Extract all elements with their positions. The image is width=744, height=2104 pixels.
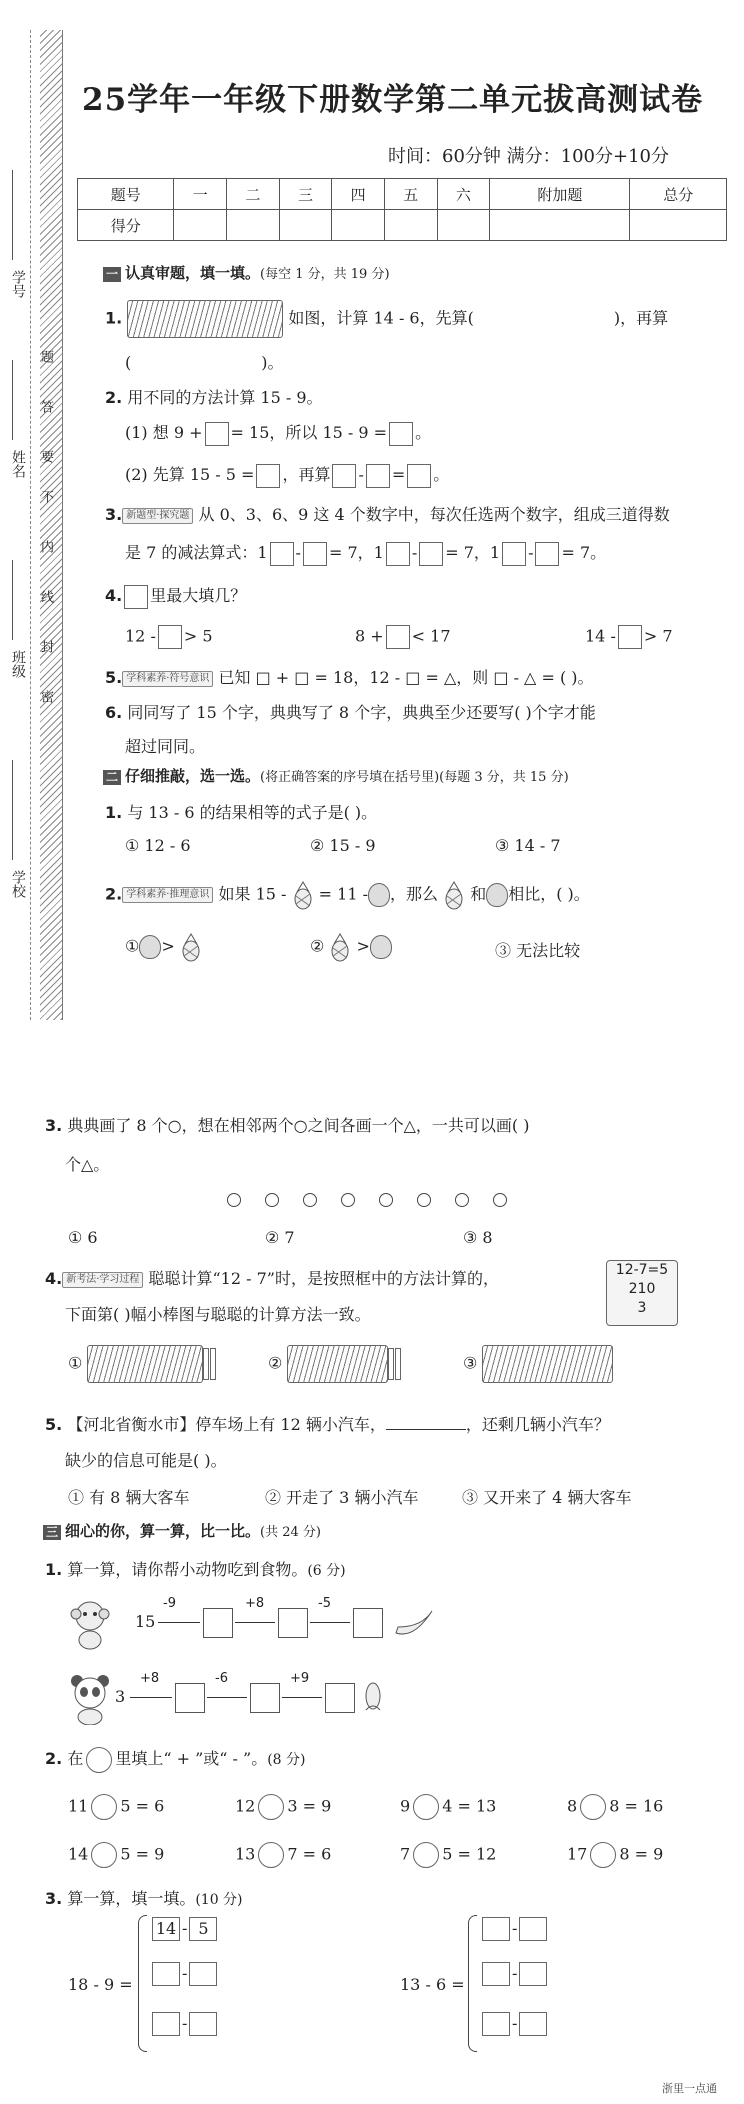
stick — [388, 1348, 394, 1380]
chain-op: +8 — [140, 1671, 160, 1686]
operand: 5 = 9 — [120, 1844, 165, 1864]
method-line: 210 — [628, 1281, 656, 1297]
pineapple-icon — [180, 932, 202, 962]
stick — [210, 1348, 216, 1380]
question-4-e1 — [125, 625, 213, 649]
section-note: (每空 1 分，共 19 分) — [260, 267, 390, 282]
chain-op: -5 — [318, 1596, 331, 1611]
option[interactable] — [68, 1345, 217, 1383]
question-text: - — [358, 465, 364, 484]
answer-box[interactable] — [386, 542, 410, 566]
decompose-row — [480, 2012, 549, 2036]
score-cell[interactable] — [227, 210, 280, 241]
score-table — [77, 178, 727, 241]
operator-circle[interactable] — [258, 1794, 284, 1820]
question-text: 8 + — [355, 626, 384, 646]
answer-box[interactable] — [618, 625, 642, 649]
decompose-row — [480, 1917, 549, 1941]
operand: 7 = 6 — [287, 1844, 332, 1864]
answer-box[interactable] — [250, 1683, 280, 1713]
answer-box[interactable] — [325, 1683, 355, 1713]
question-1 — [105, 300, 668, 338]
score-header: 二 — [227, 179, 280, 210]
question-text: ( — [125, 353, 132, 372]
question-note: (6 分) — [307, 1563, 346, 1579]
pear-icon — [139, 935, 161, 959]
decompose-row — [150, 1962, 219, 1986]
section-title: 认真审题，填一填。 — [125, 264, 261, 282]
question-text: 用不同的方法计算 15 - 9。 — [127, 388, 323, 407]
s2-question-1 — [105, 800, 377, 823]
question-number: 4. — [45, 1269, 63, 1288]
section-2-heading — [103, 765, 569, 786]
method-box — [606, 1260, 678, 1326]
operand: 7 — [400, 1844, 411, 1864]
answer-box[interactable] — [353, 1608, 383, 1638]
question-text: 里最大填几？ — [150, 586, 247, 605]
stick-bundle — [87, 1345, 203, 1383]
option[interactable] — [125, 932, 202, 962]
question-text: (1) 想 9 + — [125, 423, 203, 442]
question-3 — [105, 502, 670, 525]
arrow — [207, 1697, 247, 1698]
answer-box[interactable] — [482, 1962, 510, 1986]
question-text: 。 — [433, 465, 450, 484]
question-text: ，再算 — [282, 465, 331, 484]
seal-8: 密 — [38, 690, 53, 705]
stick-bundle — [287, 1345, 388, 1383]
question-text: = 11 - — [318, 884, 368, 904]
score-header: 六 — [437, 179, 490, 210]
option[interactable]: ① 12 - 6 — [125, 836, 191, 855]
operand: 17 — [567, 1844, 588, 1864]
question-text: > 7 — [643, 626, 673, 646]
operand: 8 = 16 — [609, 1796, 664, 1816]
circle-shape — [341, 1193, 355, 1207]
option[interactable]: ③ 8 — [463, 1228, 493, 1247]
question-tag: 学科素养·符号意识 — [122, 671, 213, 687]
section-number: 一 — [103, 267, 121, 282]
chain-op: -9 — [163, 1596, 176, 1611]
circle-shape — [379, 1193, 393, 1207]
answer-box[interactable] — [519, 2012, 547, 2036]
question-4 — [105, 583, 246, 609]
score-cell[interactable] — [384, 210, 437, 241]
answer-box[interactable] — [366, 464, 390, 488]
answer-box[interactable] — [303, 542, 327, 566]
method-line: 3 — [637, 1300, 647, 1316]
name-label: 姓名 — [10, 450, 26, 478]
id-label: 学号 — [10, 270, 26, 298]
score-cell[interactable] — [174, 210, 227, 241]
answer-box[interactable] — [158, 625, 182, 649]
answer-box[interactable] — [205, 422, 229, 446]
circle-shape — [227, 1193, 241, 1207]
operator-circle[interactable] — [91, 1842, 117, 1868]
question-text: (2) 先算 15 - 5 = — [125, 465, 255, 484]
option-label: ① — [125, 936, 140, 956]
question-3-line2 — [125, 540, 606, 566]
operator: - — [512, 1963, 518, 1983]
question-text: > 5 — [183, 626, 213, 646]
compare-item — [68, 1794, 164, 1820]
arrow — [158, 1622, 200, 1623]
question-text: 如果 15 - — [218, 884, 287, 904]
binding-strip — [40, 30, 63, 1020]
s3-question-1 — [45, 1557, 346, 1580]
pear-icon — [486, 883, 508, 907]
score-cell[interactable] — [630, 210, 727, 241]
question-text: = 7，1 — [328, 543, 384, 562]
question-text: > — [356, 936, 370, 956]
score-header: 总分 — [630, 179, 727, 210]
question-2-line1 — [125, 420, 431, 446]
operator-circle[interactable] — [413, 1842, 439, 1868]
score-cell[interactable] — [332, 210, 385, 241]
compare-item — [235, 1794, 331, 1820]
option[interactable] — [268, 1345, 402, 1383]
operand: 3 = 9 — [287, 1796, 332, 1816]
answer-box[interactable] — [482, 1917, 510, 1941]
answer-box[interactable] — [519, 1962, 547, 1986]
question-text: 同同写了 15 个字，典典写了 8 个字，典典至少还要写( )个字才能 — [127, 703, 596, 722]
seal-3: 要 — [38, 450, 53, 465]
section-3-heading — [43, 1520, 321, 1541]
section-1-heading — [103, 262, 390, 283]
compare-item — [400, 1842, 496, 1868]
question-number: 3. — [105, 505, 123, 524]
school-line — [12, 760, 13, 860]
operator: - — [182, 2013, 188, 2033]
seal-6: 线 — [38, 590, 53, 605]
question-text: ，那么 — [389, 884, 438, 904]
option[interactable]: ② 开走了 3 辆小汽车 — [265, 1488, 419, 1507]
option[interactable] — [310, 932, 392, 962]
monkey-icon — [65, 1598, 115, 1650]
question-text: 在 — [67, 1749, 84, 1768]
circle-shape — [417, 1193, 431, 1207]
answer-box[interactable] — [407, 464, 431, 488]
operator-circle[interactable] — [590, 1842, 616, 1868]
question-number: 2. — [45, 1749, 63, 1768]
option[interactable]: ③ 又开来了 4 辆大客车 — [462, 1488, 632, 1507]
question-text: 。 — [415, 423, 432, 442]
operator: - — [182, 1918, 188, 1938]
seal-4: 不 — [38, 490, 53, 505]
answer-box[interactable] — [535, 542, 559, 566]
question-number: 4. — [105, 586, 123, 605]
answer-box[interactable] — [152, 2012, 180, 2036]
pineapple-icon — [292, 880, 314, 910]
operand: 5 = 12 — [442, 1844, 497, 1864]
operand: 8 = 9 — [619, 1844, 664, 1864]
question-number: 1. — [105, 308, 123, 328]
option[interactable] — [463, 1345, 613, 1383]
operator-circle[interactable] — [91, 1794, 117, 1820]
sticks-picture — [127, 300, 283, 338]
given-box: 5 — [189, 1917, 217, 1941]
answer-box[interactable] — [482, 2012, 510, 2036]
page-title: 25学年一年级下册数学第二单元拔高测试卷 — [82, 82, 704, 118]
answer-box[interactable] — [519, 1917, 547, 1941]
circle-shape — [493, 1193, 507, 1207]
operand: 5 = 6 — [120, 1796, 165, 1816]
decompose-row — [150, 2012, 219, 2036]
name-line — [12, 360, 13, 440]
answer-box[interactable] — [332, 464, 356, 488]
chain-op: +9 — [290, 1671, 310, 1686]
question-text: )。 — [261, 353, 284, 372]
option-label: ② — [268, 1353, 283, 1373]
option[interactable]: ① 6 — [68, 1228, 98, 1247]
question-6-line2: 超过同同。 — [125, 737, 206, 756]
stick-bundle — [482, 1345, 613, 1383]
question-text: 相比，( )。 — [508, 884, 590, 904]
method-line: 12-7=5 — [615, 1262, 669, 1278]
question-number: 6. — [105, 703, 123, 722]
question-text: < 17 — [411, 626, 451, 646]
arrow — [310, 1622, 350, 1623]
s2-question-2 — [105, 880, 590, 910]
answer-box[interactable] — [502, 542, 526, 566]
operand: 13 — [235, 1844, 256, 1864]
option[interactable]: ① 有 8 辆大客车 — [68, 1488, 190, 1507]
score-header: 五 — [384, 179, 437, 210]
question-text: 聪聪计算“12 - 7”时，是按照框中的方法计算的， — [148, 1269, 499, 1288]
time-info: 时间：60分钟 满分：100分+10分 — [388, 146, 669, 167]
question-text: = — [391, 465, 406, 484]
question-text: - — [528, 543, 534, 562]
equation-right: 13 - 6 = — [400, 1975, 465, 1994]
seal-5: 内 — [38, 540, 53, 555]
answer-box[interactable] — [175, 1683, 205, 1713]
question-number: 2. — [105, 884, 123, 904]
operator: - — [512, 2013, 518, 2033]
answer-box[interactable] — [152, 1962, 180, 1986]
question-text: 14 - — [585, 626, 616, 646]
question-text: > — [161, 936, 175, 956]
option[interactable]: ② 15 - 9 — [310, 836, 376, 855]
score-row-label: 得分 — [78, 210, 174, 241]
pear-icon — [370, 935, 392, 959]
left-brace — [138, 1915, 147, 2052]
score-cell[interactable] — [437, 210, 490, 241]
answer-box[interactable] — [256, 464, 280, 488]
seal-1: 题 — [38, 350, 53, 365]
question-text: = 15，所以 15 - 9 = — [230, 423, 388, 442]
decompose-row — [480, 1962, 549, 1986]
question-text: )，再算 — [613, 308, 669, 328]
chain-start: 15 — [135, 1612, 156, 1631]
compare-item — [400, 1794, 496, 1820]
banana-icon — [392, 1605, 436, 1639]
operator-circle[interactable] — [258, 1842, 284, 1868]
arrow — [130, 1697, 172, 1698]
question-text: - — [411, 543, 418, 562]
question-text: 典典画了 8 个○，想在相邻两个○之间各画一个△，一共可以画( ) — [67, 1116, 530, 1135]
id-line — [12, 170, 13, 260]
question-text: ，还剩几辆小汽车？ — [465, 1415, 610, 1434]
question-note: (10 分) — [195, 1892, 243, 1908]
option-label: ① — [68, 1353, 83, 1373]
question-number: 1. — [45, 1560, 63, 1579]
pineapple-icon — [329, 932, 351, 962]
s2-question-3 — [45, 1113, 529, 1136]
chain-op: +8 — [245, 1596, 265, 1611]
section-number: 三 — [43, 1525, 61, 1540]
score-header: 四 — [332, 179, 385, 210]
decompose-row — [150, 1917, 219, 1941]
question-number: 3. — [45, 1889, 63, 1908]
box-symbol — [124, 585, 148, 609]
score-header: 一 — [174, 179, 227, 210]
s2-question-5 — [45, 1412, 610, 1435]
seal-7: 封 — [38, 640, 53, 655]
question-tag: 新题型·探究题 — [122, 508, 193, 524]
right-brace — [468, 1915, 477, 2052]
score-header: 三 — [279, 179, 332, 210]
compare-item — [567, 1794, 663, 1820]
arrow — [282, 1697, 322, 1698]
answer-box[interactable] — [389, 422, 413, 446]
question-text: 算一算，请你帮小动物吃到食物。 — [67, 1560, 308, 1579]
s2-question-3-line2: 个△。 — [65, 1155, 110, 1174]
stick — [395, 1348, 401, 1380]
answer-blank[interactable] — [386, 1429, 466, 1430]
score-header: 题号 — [78, 179, 174, 210]
question-text: 12 - — [125, 626, 156, 646]
answer-box[interactable] — [189, 2012, 217, 2036]
question-number: 2. — [105, 388, 123, 407]
question-6 — [105, 700, 596, 723]
class-line — [12, 560, 13, 640]
operand: 4 = 13 — [442, 1796, 497, 1816]
section-note: (将正确答案的序号填在括号里)(每题 3 分，共 15 分) — [260, 770, 569, 785]
operator-circle[interactable] — [580, 1794, 606, 1820]
score-cell[interactable] — [279, 210, 332, 241]
pear-icon — [368, 883, 390, 907]
answer-box[interactable] — [419, 542, 443, 566]
question-4-e2 — [355, 625, 451, 649]
operator: - — [182, 1963, 188, 1983]
answer-box[interactable] — [278, 1608, 308, 1638]
question-number: 1. — [105, 803, 123, 822]
school-label: 学校 — [10, 870, 26, 898]
question-text: 如图，计算 14 - 6，先算( — [288, 308, 474, 328]
operand: 14 — [68, 1844, 89, 1864]
question-1-line2 — [125, 350, 284, 373]
s3-question-3 — [45, 1886, 243, 1909]
question-note: (8 分) — [267, 1752, 306, 1768]
operand: 9 — [400, 1796, 411, 1816]
stick — [203, 1348, 209, 1380]
section-note: (共 24 分) — [260, 1525, 321, 1540]
question-4-e3 — [585, 625, 673, 649]
option[interactable]: ③ 无法比较 — [495, 941, 581, 960]
score-header: 附加题 — [490, 179, 630, 210]
question-2 — [105, 385, 323, 408]
question-tag: 新考法·学习过程 — [62, 1272, 143, 1288]
chain-start: 3 — [115, 1687, 126, 1706]
corn-icon — [362, 1680, 384, 1716]
compare-item — [567, 1842, 663, 1868]
operand: 8 — [567, 1796, 578, 1816]
equation-left: 18 - 9 = — [68, 1975, 133, 1994]
section-title: 细心的你，算一算，比一比。 — [65, 1522, 261, 1540]
s2-question-4-line2: 下面第( )幅小棒图与聪聪的计算方法一致。 — [65, 1305, 371, 1324]
question-number: 5. — [105, 668, 123, 687]
question-text: 从 0、3、6、9 这 4 个数字中，每次任选两个数字，组成三道得数 — [198, 505, 670, 524]
question-text: 里填上“ + ”或“ - ”。 — [115, 1749, 268, 1768]
question-2-line2 — [125, 462, 449, 488]
question-text: 已知 □ + □ = 18，12 - □ = △，则 □ - △ = ( )。 — [218, 668, 594, 687]
question-tag: 学科素养·推理意识 — [122, 887, 213, 903]
s3-question-2 — [45, 1746, 306, 1773]
section-title: 仔细推敲，选一选。 — [125, 767, 261, 785]
s2-question-5-line2: 缺少的信息可能是( )。 — [65, 1451, 227, 1470]
question-number: 5. — [45, 1415, 63, 1434]
answer-box[interactable] — [203, 1608, 233, 1638]
compare-item — [235, 1842, 331, 1868]
operator: - — [512, 1918, 518, 1938]
answer-box[interactable] — [189, 1962, 217, 1986]
panda-icon — [65, 1673, 115, 1725]
s2-question-4 — [45, 1266, 499, 1289]
pineapple-icon — [443, 880, 465, 910]
question-text: 算一算，填一填。 — [67, 1889, 196, 1908]
seal-2: 答 — [38, 400, 53, 415]
footer-brand: 浙里一点通 — [662, 2082, 717, 2095]
question-text: - — [295, 543, 301, 562]
binding-margin — [0, 0, 10, 1020]
option[interactable]: ③ 14 - 7 — [495, 836, 561, 855]
circle-symbol — [86, 1747, 112, 1773]
question-text: 和 — [470, 884, 487, 904]
answer-box[interactable] — [270, 542, 294, 566]
operand: 12 — [235, 1796, 256, 1816]
score-cell[interactable] — [490, 210, 630, 241]
question-text: 与 13 - 6 的结果相等的式子是( )。 — [127, 803, 378, 822]
chain-op: -6 — [215, 1671, 228, 1686]
question-5 — [105, 665, 594, 688]
question-text: = 7。 — [561, 543, 607, 562]
circle-shape — [303, 1193, 317, 1207]
question-text: 是 7 的减法算式：1 — [125, 543, 268, 562]
cut-line — [30, 30, 31, 1020]
arrow — [235, 1622, 275, 1623]
section-number: 二 — [103, 770, 121, 785]
option-label: ③ — [463, 1353, 478, 1373]
answer-box[interactable] — [386, 625, 410, 649]
operand: 11 — [68, 1796, 89, 1816]
circle-shape — [455, 1193, 469, 1207]
class-label: 班级 — [10, 650, 26, 678]
question-number: 3. — [45, 1116, 63, 1135]
given-box: 14 — [152, 1917, 180, 1941]
option-label: ② — [310, 936, 325, 956]
question-text: 【河北省衡水市】停车场上有 12 辆小汽车， — [67, 1415, 386, 1434]
compare-item — [68, 1842, 164, 1868]
option[interactable]: ② 7 — [265, 1228, 295, 1247]
question-text: = 7，1 — [445, 543, 501, 562]
circle-shape — [265, 1193, 279, 1207]
operator-circle[interactable] — [413, 1794, 439, 1820]
circle-row — [215, 1192, 519, 1211]
